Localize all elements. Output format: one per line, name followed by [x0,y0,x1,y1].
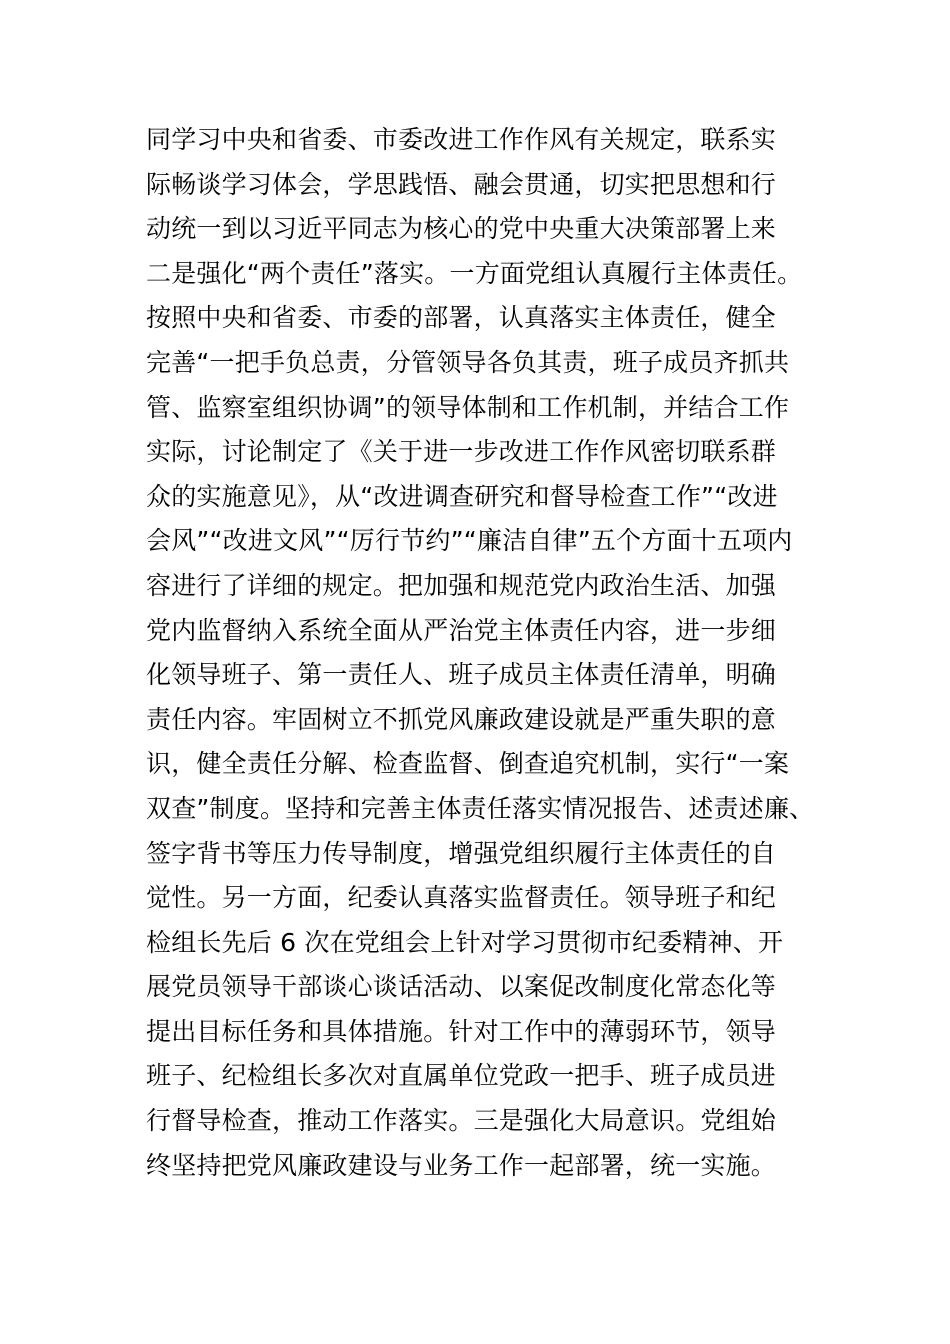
text-line: 动统一到以习近平同志为核心的党中央重大决策部署上来 [146,214,777,244]
text-line: 会风”“改进文风”“厉行节约”“廉洁自律”五个方面十五项内 [146,526,793,556]
text-line: 责任内容。牢固树立不抓党风廉政建设就是严重失职的意 [146,704,777,734]
text-line: 觉性。另一方面，纪委认真落实监督责任。领导班子和纪 [146,883,777,913]
text-line: 化领导班子、第一责任人、班子成员主体责任清单，明确 [146,660,777,690]
text-line: 按照中央和省委、市委的部署，认真落实主体责任，健全 [146,303,777,333]
text-line: 终坚持把党风廉政建设与业务工作一起部署，统一实施。 [146,1150,777,1180]
text-line: 际畅谈学习体会，学思践悟、融会贯通，切实把思想和行 [146,169,777,199]
text-line: 班子、纪检组长多次对直属单位党政一把手、班子成员进 [146,1061,777,1091]
text-line: 行督导检查，推动工作落实。三是强化大局意识。党组始 [146,1106,777,1136]
text-line: 实际，讨论制定了《关于进一步改进工作作风密切联系群 [146,437,777,467]
text-line: 识，健全责任分解、检查监督、倒查追究机制，实行“一案 [146,749,790,779]
text-line: 二是强化“两个责任”落实。一方面党组认真履行主体责任。 [146,258,803,288]
body-text [146,118,846,1188]
text-line: 双查”制度。坚持和完善主体责任落实情况报告、述责述廉、 [146,793,815,823]
text-line: 众的实施意见》，从“改进调查研究和督导检查工作”“改进 [146,481,778,511]
text-line: 检组长先后 6 次在党组会上针对学习贯彻市纪委精神、开 [146,927,784,957]
text-line: 提出目标任务和具体措施。针对工作中的薄弱环节，领导 [146,1016,777,1046]
text-line: 管、监察室组织协调”的领导体制和工作机制，并结合工作 [146,392,790,422]
text-line: 党内监督纳入系统全面从严治党主体责任内容，进一步细 [146,615,777,645]
text-line: 展党员领导干部谈心谈话活动、以案促改制度化常态化等 [146,972,777,1002]
text-line: 完善“一把手负总责，分管领导各负其责，班子成员齐抓共 [146,347,790,377]
text-line: 同学习中央和省委、市委改进工作作风有关规定，联系实 [146,125,777,154]
text-line: 容进行了详细的规定。把加强和规范党内政治生活、加强 [146,570,777,600]
text-line: 签字背书等压力传导制度，增强党组织履行主体责任的自 [146,838,777,868]
